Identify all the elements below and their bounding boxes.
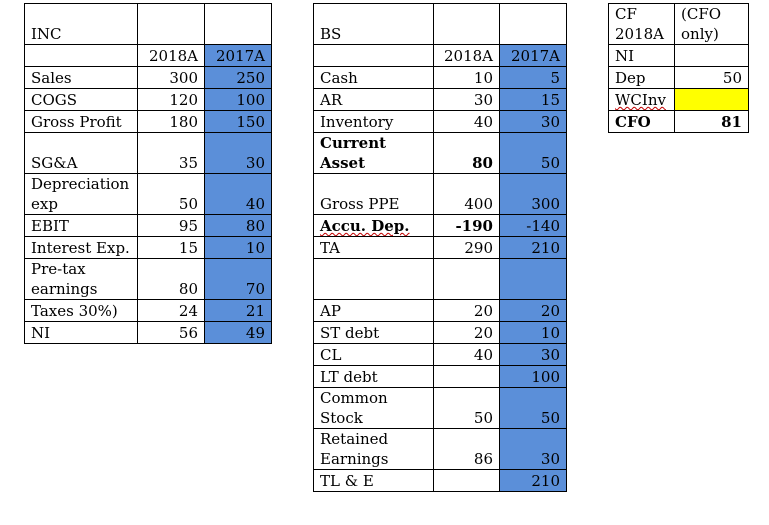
- table-row: [25, 259, 272, 300]
- table-row: [314, 388, 567, 429]
- cell-2018[interactable]: 95: [138, 215, 205, 237]
- row-label[interactable]: COGS: [25, 89, 138, 111]
- cell-2017[interactable]: [500, 259, 567, 300]
- row-label[interactable]: NI: [609, 45, 675, 67]
- cell-2018[interactable]: 300: [138, 67, 205, 89]
- cell-2017[interactable]: 21: [205, 300, 272, 322]
- cell-2018[interactable]: 35: [138, 133, 205, 174]
- cell-2017[interactable]: 40: [205, 174, 272, 215]
- cell-2017[interactable]: 30: [500, 111, 567, 133]
- row-label[interactable]: TA: [314, 237, 434, 259]
- cell-2017[interactable]: 80: [205, 215, 272, 237]
- row-label[interactable]: AR: [314, 89, 434, 111]
- cashflow-note: (CFO only): [675, 4, 749, 45]
- cell-2018[interactable]: 120: [138, 89, 205, 111]
- cell-2018[interactable]: 40: [434, 111, 500, 133]
- table-row: [314, 237, 567, 259]
- table-row: [25, 67, 272, 89]
- row-label[interactable]: CL: [314, 344, 434, 366]
- cashflow-title: CF 2018A: [609, 4, 675, 45]
- income-header-2017[interactable]: 2017A: [205, 45, 272, 67]
- cell-2017[interactable]: 30: [205, 133, 272, 174]
- spellcheck-label: WCInv: [615, 91, 666, 109]
- table-row: [314, 366, 567, 388]
- cell-2017[interactable]: 70: [205, 259, 272, 300]
- cell-2017[interactable]: 210: [500, 237, 567, 259]
- cell-2018[interactable]: [434, 259, 500, 300]
- cell-2017[interactable]: 100: [205, 89, 272, 111]
- row-label[interactable]: NI: [25, 322, 138, 344]
- table-row: [314, 300, 567, 322]
- cell-2018[interactable]: 20: [434, 322, 500, 344]
- cell-2017[interactable]: 300: [500, 174, 567, 215]
- table-row: [25, 174, 272, 215]
- cell-value[interactable]: 50: [675, 67, 749, 89]
- wcinv-input-cell[interactable]: [675, 89, 749, 111]
- cell-2018[interactable]: 40: [434, 344, 500, 366]
- row-label[interactable]: CFO: [609, 111, 675, 133]
- row-label[interactable]: Current Asset: [314, 133, 434, 174]
- cell-2018[interactable]: 86: [434, 429, 500, 470]
- cell-value[interactable]: 81: [675, 111, 749, 133]
- cell-2018[interactable]: 10: [434, 67, 500, 89]
- row-label[interactable]: EBIT: [25, 215, 138, 237]
- row-label[interactable]: ST debt: [314, 322, 434, 344]
- table-row: [314, 111, 567, 133]
- row-label[interactable]: AP: [314, 300, 434, 322]
- cell-2017[interactable]: 210: [500, 470, 567, 492]
- cell-2018[interactable]: 30: [434, 89, 500, 111]
- row-label[interactable]: [609, 89, 675, 111]
- balance-sheet-table: [313, 3, 567, 492]
- cell-2018[interactable]: 56: [138, 322, 205, 344]
- table-row: [314, 344, 567, 366]
- table-row: [314, 174, 567, 215]
- cell-2017[interactable]: 15: [500, 89, 567, 111]
- table-row: [25, 215, 272, 237]
- cell-2018[interactable]: 24: [138, 300, 205, 322]
- income-title-row: [25, 4, 272, 45]
- cell-2017[interactable]: 20: [500, 300, 567, 322]
- cell-2018[interactable]: [434, 470, 500, 492]
- cell-2018[interactable]: 80: [434, 133, 500, 174]
- cash-flow-table: [608, 3, 749, 133]
- cell-value[interactable]: [675, 45, 749, 67]
- table-row: [25, 133, 272, 174]
- table-row: [314, 259, 567, 300]
- row-label[interactable]: LT debt: [314, 366, 434, 388]
- table-row: [314, 322, 567, 344]
- cell-2018[interactable]: 50: [434, 388, 500, 429]
- cell-2018[interactable]: 20: [434, 300, 500, 322]
- table-row: [609, 67, 749, 89]
- cell-2018[interactable]: 15: [138, 237, 205, 259]
- balance-header-2018[interactable]: 2018A: [434, 45, 500, 67]
- balance-header-2017[interactable]: 2017A: [500, 45, 567, 67]
- row-label[interactable]: TL & E: [314, 470, 434, 492]
- row-label[interactable]: Common Stock: [314, 388, 434, 429]
- row-label[interactable]: Inventory: [314, 111, 434, 133]
- income-header-row: [25, 45, 272, 67]
- table-row: [314, 429, 567, 470]
- row-label[interactable]: Sales: [25, 67, 138, 89]
- cell-2017[interactable]: 100: [500, 366, 567, 388]
- cell-2017[interactable]: -140: [500, 215, 567, 237]
- table-row: [25, 300, 272, 322]
- row-label[interactable]: SG&A: [25, 133, 138, 174]
- row-label[interactable]: Taxes 30%): [25, 300, 138, 322]
- balance-header-row: [314, 45, 567, 67]
- row-label[interactable]: [314, 259, 434, 300]
- table-row: [25, 237, 272, 259]
- cell-2017[interactable]: 30: [500, 429, 567, 470]
- table-row: [25, 111, 272, 133]
- income-statement-table: [24, 3, 272, 344]
- cell-2018[interactable]: [434, 366, 500, 388]
- cell-2017[interactable]: 50: [500, 388, 567, 429]
- cell-2017[interactable]: 150: [205, 111, 272, 133]
- cell-2018[interactable]: 50: [138, 174, 205, 215]
- cell-2017[interactable]: 49: [205, 322, 272, 344]
- cell-2018[interactable]: 180: [138, 111, 205, 133]
- income-header-2018[interactable]: 2018A: [138, 45, 205, 67]
- cell-2017[interactable]: 250: [205, 67, 272, 89]
- table-row: [314, 133, 567, 174]
- cashflow-title-row: [609, 4, 749, 45]
- row-label[interactable]: Cash: [314, 67, 434, 89]
- table-row: [314, 215, 567, 237]
- table-row: [25, 89, 272, 111]
- table-row: [609, 111, 749, 133]
- table-row: [25, 322, 272, 344]
- row-label[interactable]: Depreciation exp: [25, 174, 138, 215]
- cell-2018[interactable]: 290: [434, 237, 500, 259]
- row-label[interactable]: Gross PPE: [314, 174, 434, 215]
- table-row: [314, 67, 567, 89]
- row-label[interactable]: Gross Profit: [25, 111, 138, 133]
- income-title: INC: [25, 4, 138, 45]
- table-row: [609, 89, 749, 111]
- row-label[interactable]: Retained Earnings: [314, 429, 434, 470]
- cell-2017[interactable]: 10: [500, 322, 567, 344]
- cell-2018[interactable]: -190: [434, 215, 500, 237]
- cell-2018[interactable]: 80: [138, 259, 205, 300]
- cell-2018[interactable]: 400: [434, 174, 500, 215]
- balance-title-row: [314, 4, 567, 45]
- row-label[interactable]: [314, 215, 434, 237]
- row-label[interactable]: Interest Exp.: [25, 237, 138, 259]
- balance-title: BS: [314, 4, 434, 45]
- cell-2017[interactable]: 5: [500, 67, 567, 89]
- row-label[interactable]: Dep: [609, 67, 675, 89]
- table-row: [314, 89, 567, 111]
- row-label[interactable]: Pre-tax earnings: [25, 259, 138, 300]
- cell-2017[interactable]: 10: [205, 237, 272, 259]
- cell-2017[interactable]: 30: [500, 344, 567, 366]
- table-row: [609, 45, 749, 67]
- spellcheck-label: Accu. Dep.: [320, 217, 410, 235]
- table-row: [314, 470, 567, 492]
- cell-2017[interactable]: 50: [500, 133, 567, 174]
